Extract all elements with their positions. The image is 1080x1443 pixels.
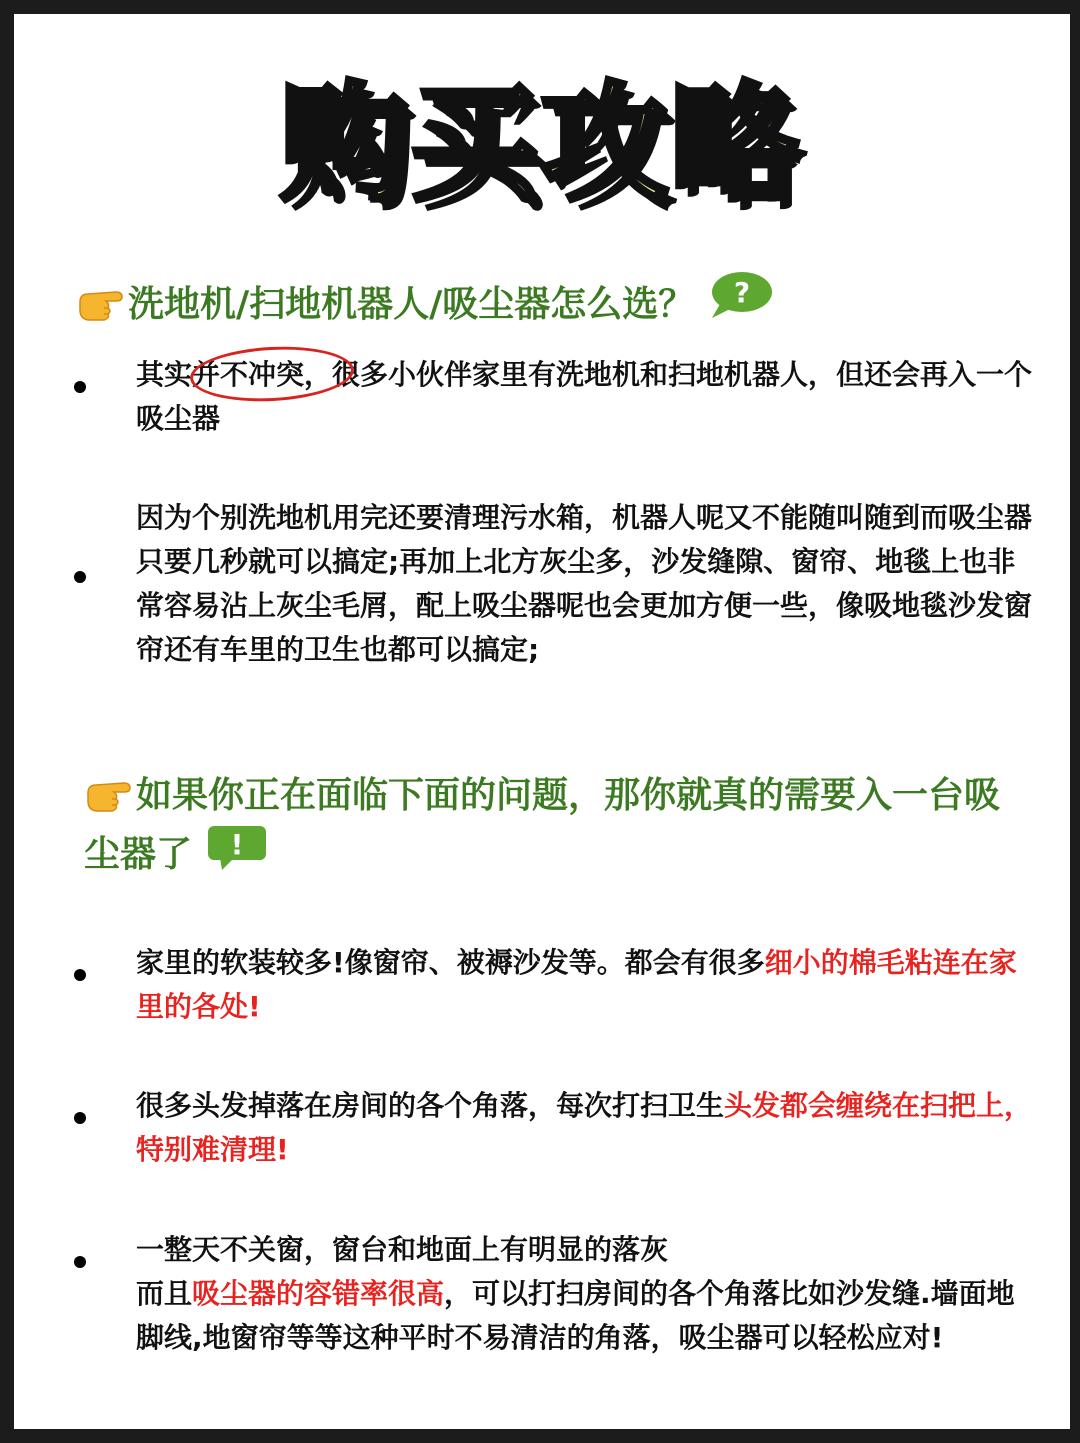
question-bubble-icon [708,270,772,322]
section2-item-3 [136,1228,1036,1360]
section1-heading [76,270,1056,333]
page-title: 购买攻略 [279,70,800,219]
bullet-dot [74,1112,86,1124]
highlight-text: 吸尘器的容错率很高 [192,1277,445,1310]
bullet-dot [74,571,86,583]
exclamation-bubble-icon [206,824,268,872]
pointing-hand-icon [76,280,124,324]
section2-heading-text: 如果你正在面临下面的问题，那你就真的需要入一台吸尘器了 [84,775,1001,875]
item-text: 家里的软装较多!像窗帘、被褥沙发等。都会有很多 [136,946,765,979]
item-text: 很多小伙伴家里有洗地机和扫地机器人，但还会再入一个吸尘器 [136,358,1033,435]
section2-item-2 [136,1084,1036,1172]
section2-heading [84,768,1034,883]
circled-phrase: 并不冲突， [192,358,333,391]
question-mark: ? [734,276,751,309]
exclamation-mark: ! [230,828,244,861]
section2-item-1 [136,941,1036,1029]
item-text-line: 一整天不关窗，窗台和地面上有明显的落灰 [136,1233,669,1266]
bullet-dot [74,381,86,393]
bullet-dot [74,969,86,981]
pointing-hand-icon [84,771,132,815]
section1-heading-text: 洗地机/扫地机器人/吸尘器怎么选？ [128,284,695,325]
item-text: 因为个别洗地机用完还要清理污水箱，机器人呢又不能随叫随到而吸尘器只要几秒就可以搞定;再加上北方灰尘多，沙发缝隙、窗帘、地毯上也非常容易沾上灰尘毛屑，配上吸尘器呢也会更加方便一些，像吸地毯沙发窗帘还有车里的卫生也都可以搞定; [136,501,1033,666]
page-card [14,14,1070,1429]
item-text: 而且 [136,1277,193,1310]
highlight-text: 头发都会缠绕在扫把上，特别难清理! [136,1089,1033,1166]
item-text: ，可以打扫房间的各个角落比如沙发缝.墙面地脚线,地窗帘等等这种平时不易清洁的角落，吸尘器可以轻松应对! [136,1277,1015,1354]
item-text: 其实 [136,358,193,391]
bullet-dot [74,1256,86,1268]
item-text: 很多头发掉落在房间的各个角落，每次打扫卫生 [136,1089,725,1122]
highlight-text: 细小的棉毛粘连在家里的各处! [136,946,1017,1023]
section1-item-2 [136,496,1036,672]
